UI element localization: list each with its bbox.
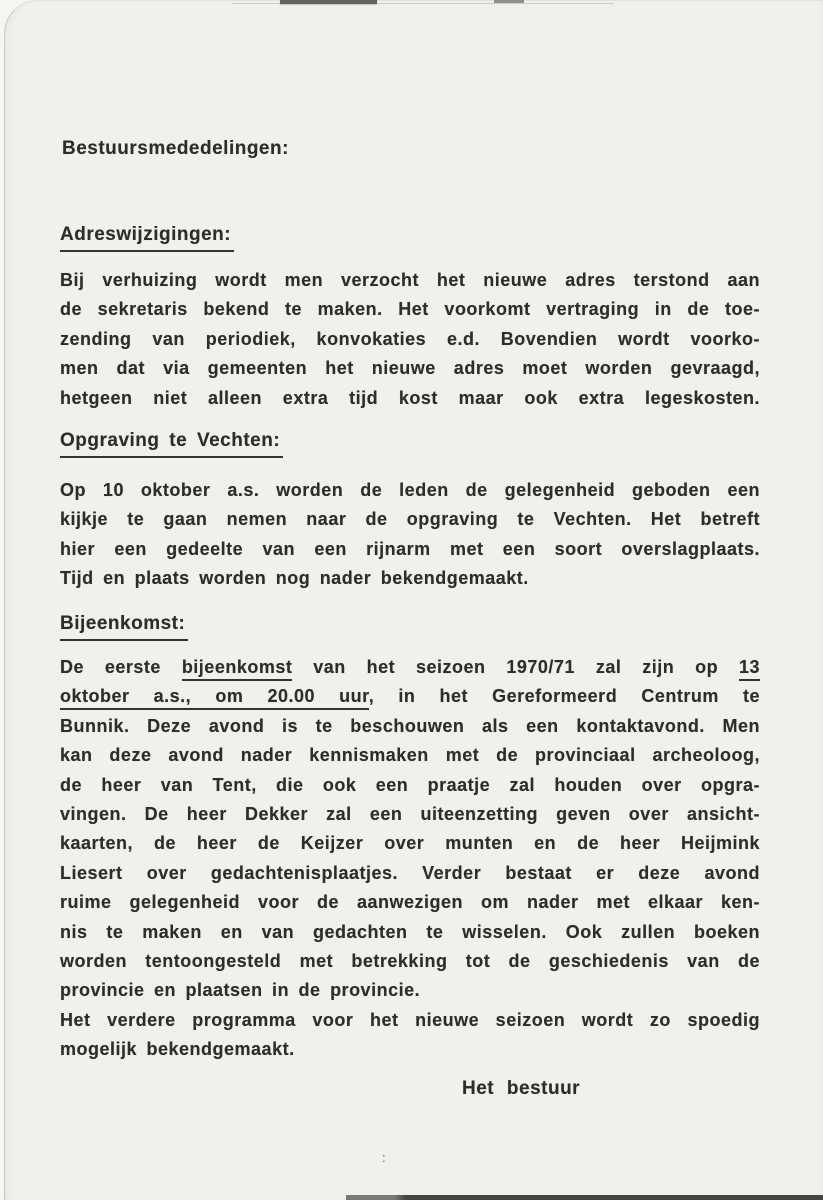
text-line-with-underlines <box>60 682 760 711</box>
underlined-text-bijeenkomst: bijeenkomst <box>182 657 293 681</box>
text-line: Bunnik. Deze avond is te beschouwen als een kontaktavond. Men <box>60 715 760 736</box>
section-bijeenkomst-heading-wrap <box>60 613 188 641</box>
text-segment: van het seizoen 1970/71 zal zijn op <box>292 657 739 677</box>
text-line: Bij verhuizing wordt men verzocht het nieuwe adres terstond aan <box>60 270 760 290</box>
text-line: de sekretaris bekend te maken. Het voorkomt vertraging in de toe- <box>60 299 760 320</box>
text-line: worden tentoongesteld met betrekking tot de geschiedenis van de <box>60 950 760 971</box>
text-line: Liesert over gedachtenisplaatjes. Verder bestaat er deze avond <box>60 862 760 883</box>
underlined-text-13: 13 <box>739 657 760 681</box>
text-line: ruime gelegenheid voor de aanwezigen om nader met elkaar ken- <box>60 892 760 913</box>
text-line: de heer van Tent, die ook een praatje zal houden over opgra- <box>60 774 760 795</box>
text-line: Tijd en plaats worden nog nader bekendgemaakt. <box>60 568 529 589</box>
text-line: mogelijk bekendgemaakt. <box>60 1039 295 1060</box>
scan-artifact-top-hairline <box>232 3 614 4</box>
section-opgraving-paragraph <box>60 476 760 594</box>
text-line: nis te maken en van gedachten te wisselen. Ook zullen boeken <box>60 921 760 942</box>
section-heading-opgraving: Opgraving te Vechten: <box>60 430 283 458</box>
text-line-with-underlines <box>60 653 760 682</box>
text-line: kijkje te gaan nemen naar de opgraving te Vechten. Het betreft <box>60 509 760 530</box>
footer-mark: : <box>382 1150 387 1165</box>
section-bijeenkomst-paragraph <box>60 653 760 1064</box>
text-line: vingen. De heer Dekker zal een uiteenzetting geven over ansicht- <box>60 803 760 824</box>
section-adreswijzigingen-paragraph <box>60 266 760 413</box>
text-line: zending van periodiek, konvokaties e.d. Bovendien wordt voorko- <box>60 328 760 349</box>
text-line: kan deze avond nader kennismaken met de provinciaal archeoloog, <box>60 745 760 766</box>
section-adreswijzigingen-heading-wrap <box>60 224 234 252</box>
text-line: hier een gedeelte van een rijnarm met een soort overslagplaats. <box>60 538 760 559</box>
text-line: kaarten, de heer de Keijzer over munten en de heer Heijmink <box>60 833 760 854</box>
text-line: hetgeen niet alleen extra tijd kost maar ook extra legeskosten. <box>60 387 760 408</box>
section-heading-bijeenkomst: Bijeenkomst: <box>60 613 188 641</box>
text-line: men dat via gemeenten het nieuwe adres moet worden gevraagd, <box>60 358 760 379</box>
scan-artifact-bottom-bar <box>346 1195 823 1200</box>
underlined-text-datum: oktober a.s., om 20.00 uur <box>60 686 369 710</box>
text-line: provincie en plaatsen in de provincie. <box>60 980 421 1001</box>
text-segment: De eerste <box>60 657 182 677</box>
signature: Het bestuur <box>462 1078 581 1099</box>
section-opgraving-heading-wrap <box>60 430 283 458</box>
text-line: Het verdere programma voor het nieuwe seizoen wordt zo spoedig <box>60 1009 760 1030</box>
text-segment: , in het Gereformeerd Centrum te <box>368 686 760 707</box>
section-heading-adreswijzigingen: Adreswijzigingen: <box>60 224 234 252</box>
document-title: Bestuursmededelingen: <box>62 138 289 159</box>
text-line: Op 10 oktober a.s. worden de leden de gelegenheid geboden een <box>60 480 760 500</box>
